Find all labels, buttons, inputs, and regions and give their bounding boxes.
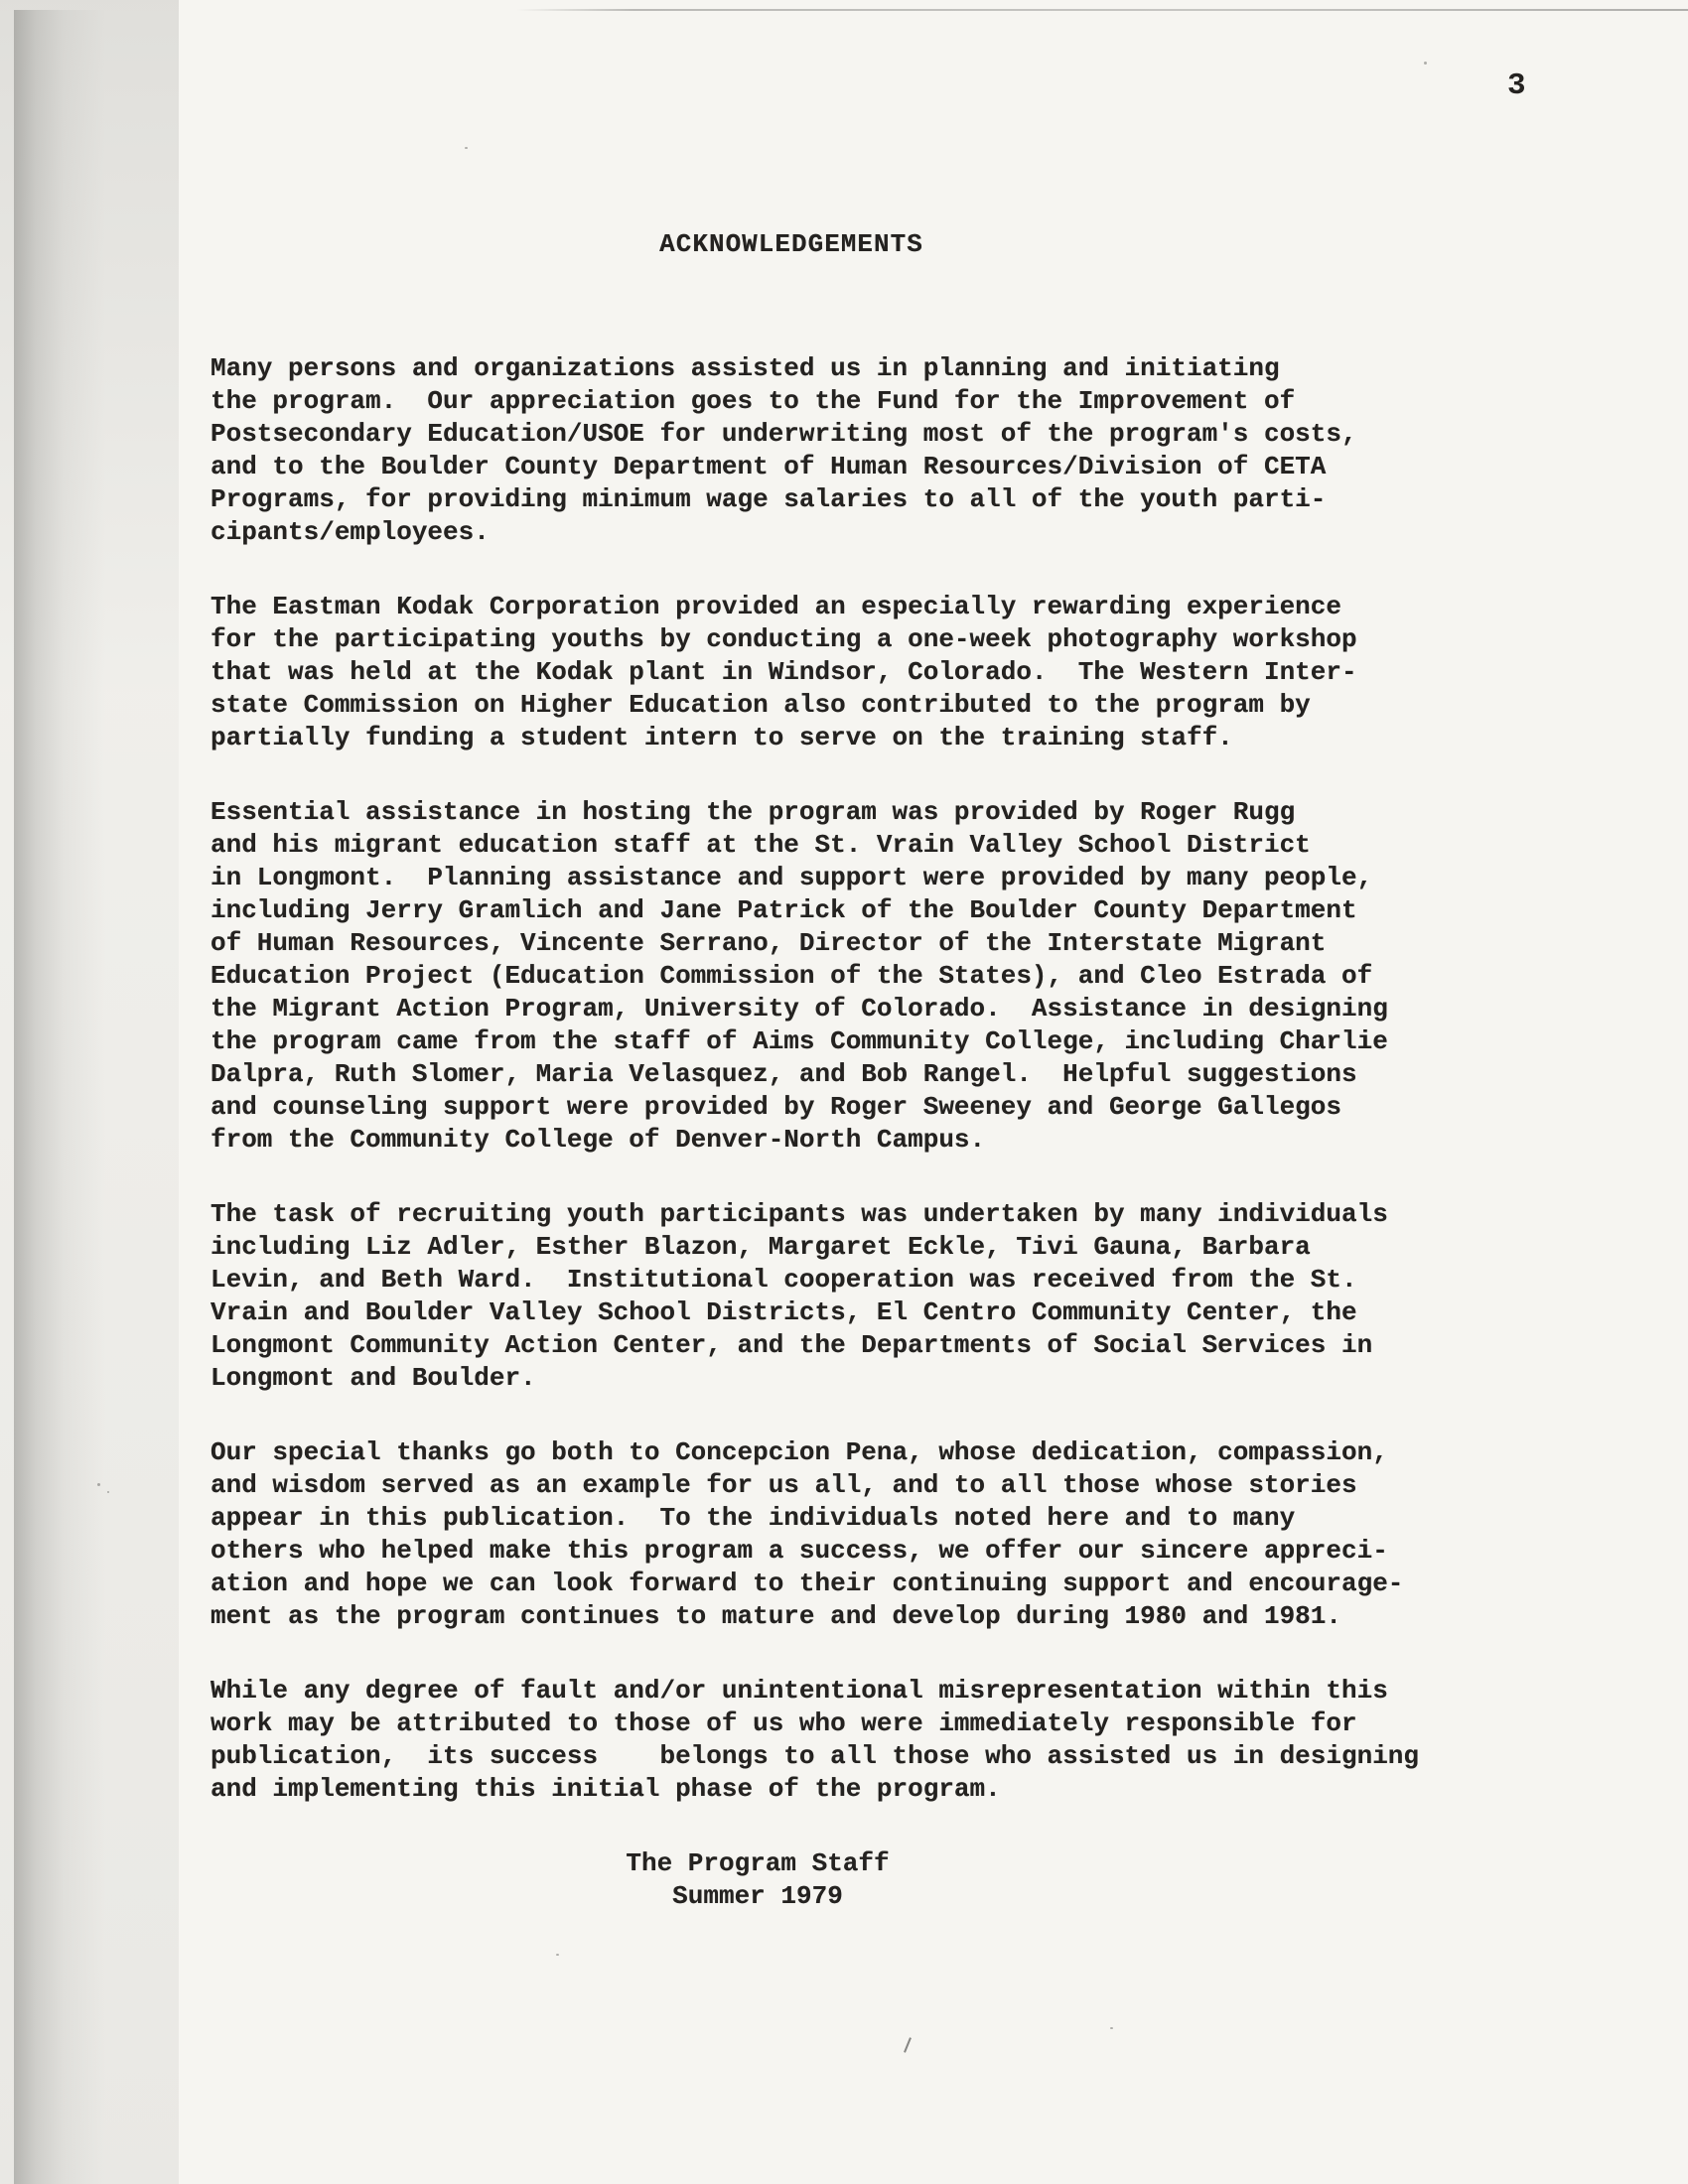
- text-line: and his migrant education staff at the St. Vrain Valley School District: [211, 830, 1311, 860]
- text-line: including Jerry Gramlich and Jane Patrick of the Boulder County Department: [211, 895, 1357, 925]
- text-line: ation and hope we can look forward to their continuing support and encourage-: [211, 1569, 1404, 1598]
- text-line: and wisdom served as an example for us all, and to all those whose stories: [211, 1470, 1357, 1500]
- document-title: ACKNOWLEDGEMENTS: [659, 229, 923, 259]
- text-line: The Eastman Kodak Corporation provided an especially rewarding experience: [211, 592, 1341, 621]
- scan-speck: [1110, 2027, 1113, 2029]
- paragraph: [211, 591, 1462, 754]
- text-line: Many persons and organizations assisted us in planning and initiating: [211, 353, 1280, 383]
- text-line: While any degree of fault and/or unintentional misrepresentation within this: [211, 1676, 1388, 1706]
- scan-speck: [97, 1483, 100, 1486]
- text-line: in Longmont. Planning assistance and support were provided by many people,: [211, 863, 1373, 892]
- paragraphs: [211, 352, 1462, 1806]
- scan-speck: [107, 1491, 109, 1493]
- text-line: Postsecondary Education/USOE for underwriting most of the program's costs,: [211, 419, 1357, 449]
- text-line: and implementing this initial phase of the program.: [211, 1774, 1001, 1804]
- text-line: cipants/employees.: [211, 517, 490, 547]
- text-line: the program. Our appreciation goes to the Fund for the Improvement of: [211, 386, 1296, 416]
- text-line: the program came from the staff of Aims Community College, including Charlie: [211, 1026, 1388, 1056]
- signoff: [211, 1847, 1305, 1913]
- text-line: and counseling support were provided by Roger Sweeney and George Gallegos: [211, 1092, 1341, 1122]
- text-line: ment as the program continues to mature and develop during 1980 and 1981.: [211, 1601, 1341, 1631]
- text-line: Education Project (Education Commission of the States), and Cleo Estrada of: [211, 961, 1373, 991]
- text-line: work may be attributed to those of us who were immediately responsible for: [211, 1708, 1357, 1738]
- text-line: Longmont Community Action Center, and the Departments of Social Services in: [211, 1330, 1373, 1360]
- scan-slash-mark: [904, 2037, 912, 2053]
- text-line: Essential assistance in hosting the program was provided by Roger Rugg: [211, 797, 1296, 827]
- text-line: appear in this publication. To the individuals noted here and to many: [211, 1503, 1296, 1533]
- paragraph: [211, 1198, 1462, 1395]
- text-line: others who helped make this program a success, we offer our sincere appreci-: [211, 1536, 1388, 1566]
- text-line: Longmont and Boulder.: [211, 1363, 536, 1393]
- text-line: including Liz Adler, Esther Blazon, Margaret Eckle, Tivi Gauna, Barbara: [211, 1232, 1311, 1262]
- text-line: Programs, for providing minimum wage salaries to all of the youth parti-: [211, 484, 1327, 514]
- signoff-date-line: Summer 1979: [672, 1881, 843, 1911]
- page-number: 3: [1507, 68, 1526, 103]
- text-line: The task of recruiting youth participants was undertaken by many individuals: [211, 1199, 1388, 1229]
- scan-streak: [516, 9, 1688, 11]
- paragraph: [211, 1675, 1462, 1806]
- text-line: Vrain and Boulder Valley School Districts, El Centro Community Center, the: [211, 1297, 1357, 1327]
- text-line: state Commission on Higher Education also contributed to the program by: [211, 690, 1311, 720]
- paragraph: [211, 796, 1462, 1157]
- scan-speck: [1424, 62, 1427, 65]
- paragraph: [211, 1436, 1462, 1633]
- paragraph: [211, 352, 1462, 549]
- text-line: publication, its success belongs to all those who assisted us in designing: [211, 1741, 1419, 1771]
- document-content: [211, 228, 1462, 1913]
- text-line: from the Community College of Denver-North Campus.: [211, 1125, 986, 1155]
- scan-speck: [465, 147, 468, 149]
- text-line: of Human Resources, Vincente Serrano, Director of the Interstate Migrant: [211, 928, 1327, 958]
- text-line: Levin, and Beth Ward. Institutional cooperation was received from the St.: [211, 1265, 1357, 1295]
- text-line: partially funding a student intern to serve on the training staff.: [211, 723, 1233, 752]
- text-line: the Migrant Action Program, University of Colorado. Assistance in designing: [211, 994, 1388, 1024]
- signoff-staff-line: The Program Staff: [626, 1848, 890, 1878]
- text-line: for the participating youths by conducting a one-week photography workshop: [211, 624, 1357, 654]
- scan-speck: [556, 1954, 559, 1956]
- scan-edge-shadow: [14, 10, 105, 2184]
- text-line: Dalpra, Ruth Slomer, Maria Velasquez, and Bob Rangel. Helpful suggestions: [211, 1059, 1357, 1089]
- text-line: Our special thanks go both to Concepcion Pena, whose dedication, compassion,: [211, 1437, 1388, 1467]
- text-line: and to the Boulder County Department of Human Resources/Division of CETA: [211, 452, 1327, 481]
- text-line: that was held at the Kodak plant in Windsor, Colorado. The Western Inter-: [211, 657, 1357, 687]
